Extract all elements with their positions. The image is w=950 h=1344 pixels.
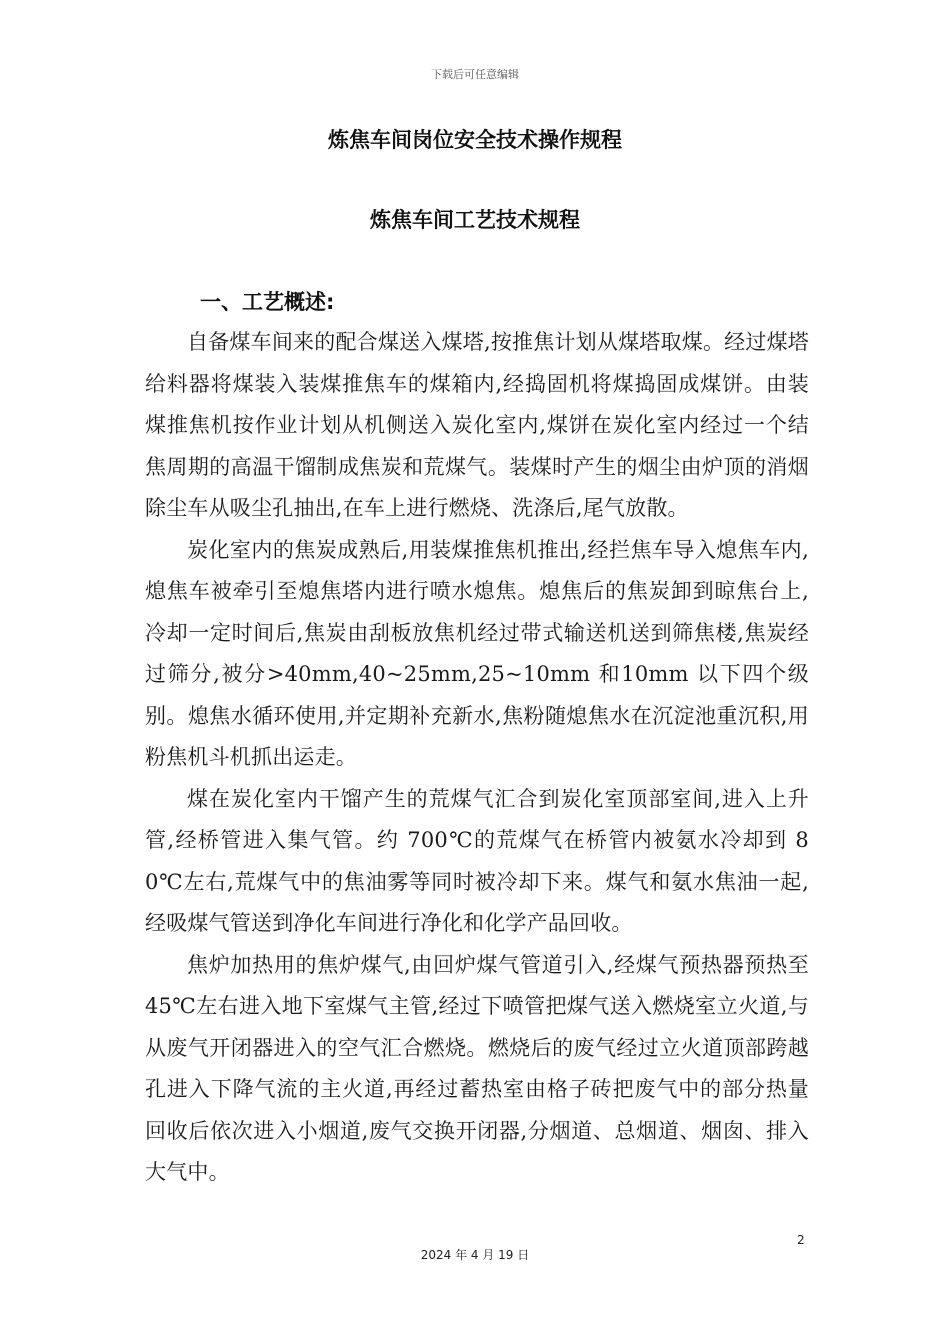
section-heading: 一、工艺概述:	[200, 290, 335, 314]
paragraph: 焦炉加热用的焦炉煤气,由回炉煤气管道引入,经煤气预热器预热至 45℃左右进入地下室煤气主管,经过下喷管把煤气送入燃烧室立火道,与从废气开闭器进入的空气汇合燃烧。燃烧后的废气经过立火道顶部跨越孔进入下降气流的主火道,再经过蓄热室由格子砖把废气中的部分热量回收后依次进入小烟道,废气交换开闭器,分烟道、总烟道、烟囱、排入大气中。	[145, 952, 809, 1184]
document-subtitle: 炼焦车间工艺技术规程	[370, 208, 580, 232]
header-note: 下载后可任意编辑	[431, 68, 519, 81]
paragraph: 自备煤车间来的配合煤送入煤塔,按推焦计划从煤塔取煤。经过煤塔给料器将煤装入装煤推焦车的煤箱内,经捣固机将煤捣固成煤饼。由装煤推焦机按作业计划从机侧送入炭化室内,煤饼在炭化室内经过一个结焦周期的高温干馏制成焦炭和荒煤气。装煤时产生的烟尘由炉顶的消烟除尘车从吸尘孔抽出,在车上进行燃烧、洗涤后,尾气放散。	[145, 330, 809, 520]
document-title: 炼焦车间岗位安全技术操作规程	[328, 128, 622, 152]
footer-date: 2024 年 4 月 19 日	[420, 1248, 530, 1262]
paragraph: 煤在炭化室内干馏产生的荒煤气汇合到炭化室顶部室间,进入上升管,经桥管进入集气管。约 700℃的荒煤气在桥管内被氨水冷却到 80℃左右,荒煤气中的焦油雾等同时被冷却下来。煤气和氨水焦油一起,经吸煤气管送到净化车间进行净化和化学产品回收。	[145, 786, 809, 935]
body-text	[145, 322, 809, 1194]
page-number: 2	[797, 1233, 805, 1247]
paragraph: 炭化室内的焦炭成熟后,用装煤推焦机推出,经拦焦车导入熄焦车内,熄焦车被牵引至熄焦塔内进行喷水熄焦。熄焦后的焦炭卸到晾焦台上,冷却一定时间后,焦炭由刮板放焦机经过带式输送机送到筛焦楼,焦炭经过筛分,被分>40mm,40~25mm,25~10mm 和10mm 以下四个级别。熄焦水循环使用,并定期补充新水,焦粉随熄焦水在沉淀池重沉积,用粉焦机斗机抓出运走。	[145, 537, 809, 769]
